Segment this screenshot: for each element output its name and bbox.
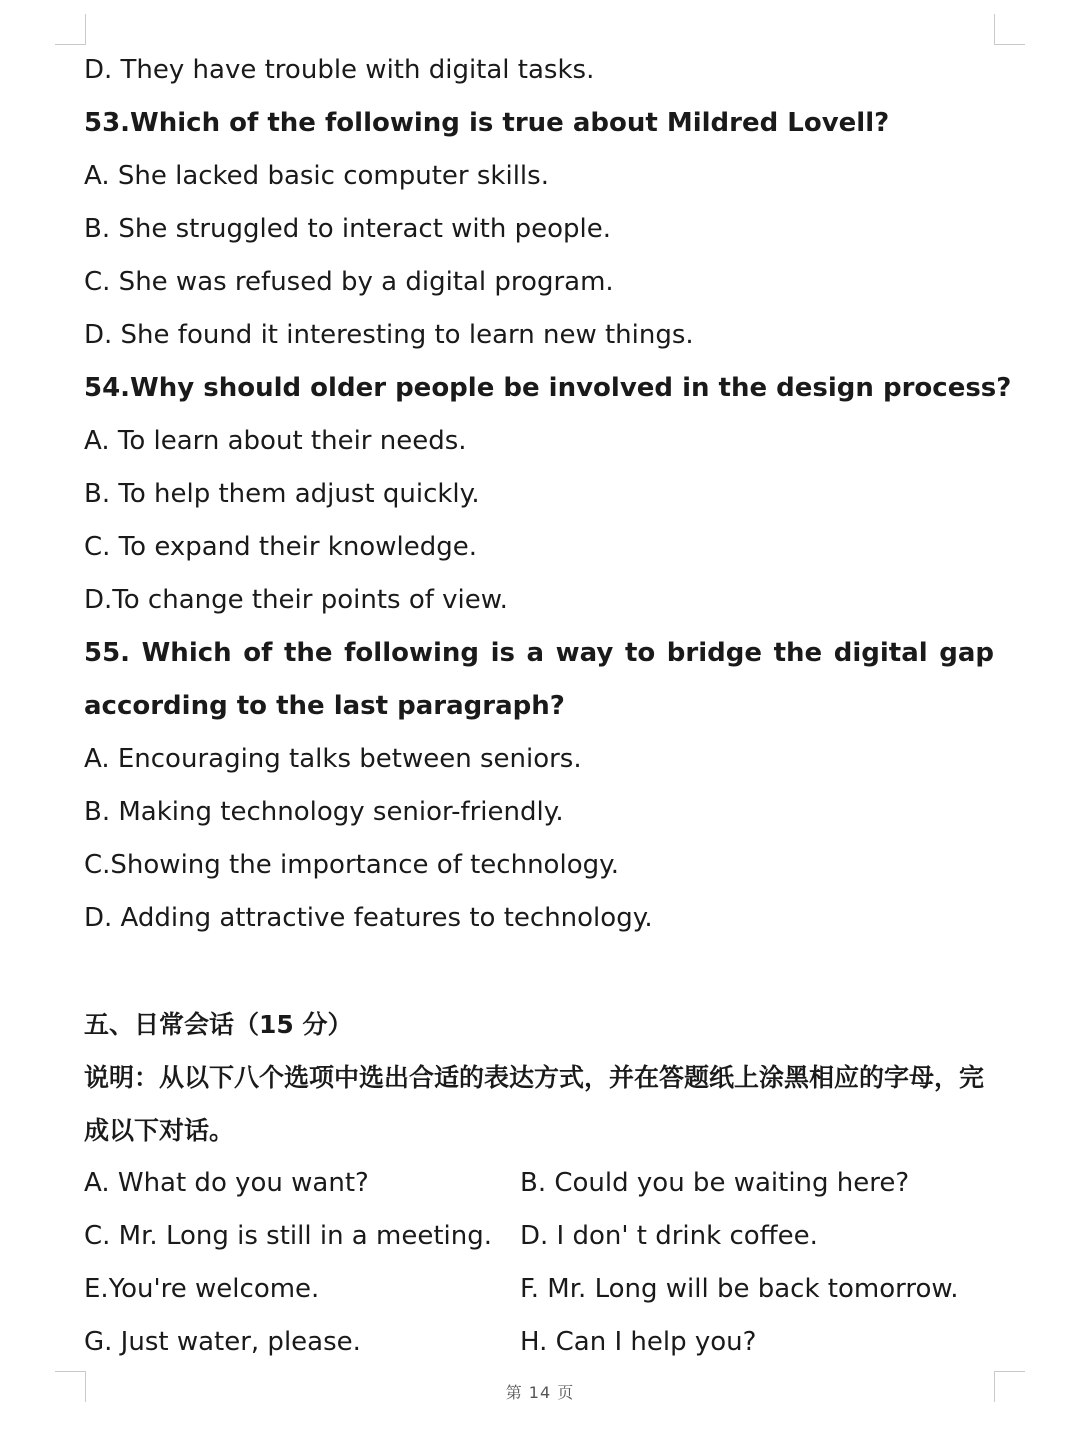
q54-option-c: C. To expand their knowledge. bbox=[84, 532, 477, 562]
q55-option-a: A. Encouraging talks between seniors. bbox=[84, 744, 582, 774]
dialogue-options-grid bbox=[84, 1157, 994, 1369]
page-number: 第 14 页 bbox=[505, 1383, 575, 1402]
q53-option-a: A. She lacked basic computer skills. bbox=[84, 161, 549, 191]
page-content bbox=[84, 44, 1012, 1369]
q53-option-b: B. She struggled to interact with people. bbox=[84, 214, 611, 244]
q55-option-d: D. Adding attractive features to technology. bbox=[84, 903, 653, 933]
q53-question: 53.Which of the following is true about Mildred Lovell? bbox=[84, 108, 890, 138]
section5-instruction: 说明：从以下八个选项中选出合适的表达方式，并在答题纸上涂黑相应的字母，完成以下对话。 bbox=[84, 1063, 985, 1145]
q54-option-a: A. To learn about their needs. bbox=[84, 426, 467, 456]
q53-option-c: C. She was refused by a digital program. bbox=[84, 267, 614, 297]
dialogue-option-g: G. Just water, please. bbox=[84, 1327, 361, 1357]
dialogue-option-f: F. Mr. Long will be back tomorrow. bbox=[520, 1274, 959, 1304]
dialogue-option-h: H. Can I help you? bbox=[520, 1327, 757, 1357]
q55-option-c: C.Showing the importance of technology. bbox=[84, 850, 620, 880]
dialogue-option-e: E.You're welcome. bbox=[84, 1274, 320, 1304]
dialogue-option-c: C. Mr. Long is still in a meeting. bbox=[84, 1221, 492, 1251]
q54-option-d: D.To change their points of view. bbox=[84, 585, 508, 615]
q54-question: 54.Why should older people be involved in the design process? bbox=[84, 373, 1012, 403]
q53-option-d: D. She found it interesting to learn new things. bbox=[84, 320, 694, 350]
crop-mark-top-right bbox=[994, 14, 1025, 45]
section5-title: 五、日常会话（15 分） bbox=[84, 1010, 353, 1039]
q54-option-b: B. To help them adjust quickly. bbox=[84, 479, 480, 509]
q52-option-d: D. They have trouble with digital tasks. bbox=[84, 55, 595, 85]
dialogue-option-d: D. I don' t drink coffee. bbox=[520, 1221, 818, 1251]
dialogue-option-a: A. What do you want? bbox=[84, 1168, 369, 1198]
q55-question: 55. Which of the following is a way to bridge the digital gap according to the last paragraph? bbox=[84, 638, 994, 721]
crop-mark-top-left bbox=[55, 14, 86, 45]
dialogue-option-b: B. Could you be waiting here? bbox=[520, 1168, 910, 1198]
q55-option-b: B. Making technology senior-friendly. bbox=[84, 797, 564, 827]
section-spacer bbox=[84, 945, 994, 998]
